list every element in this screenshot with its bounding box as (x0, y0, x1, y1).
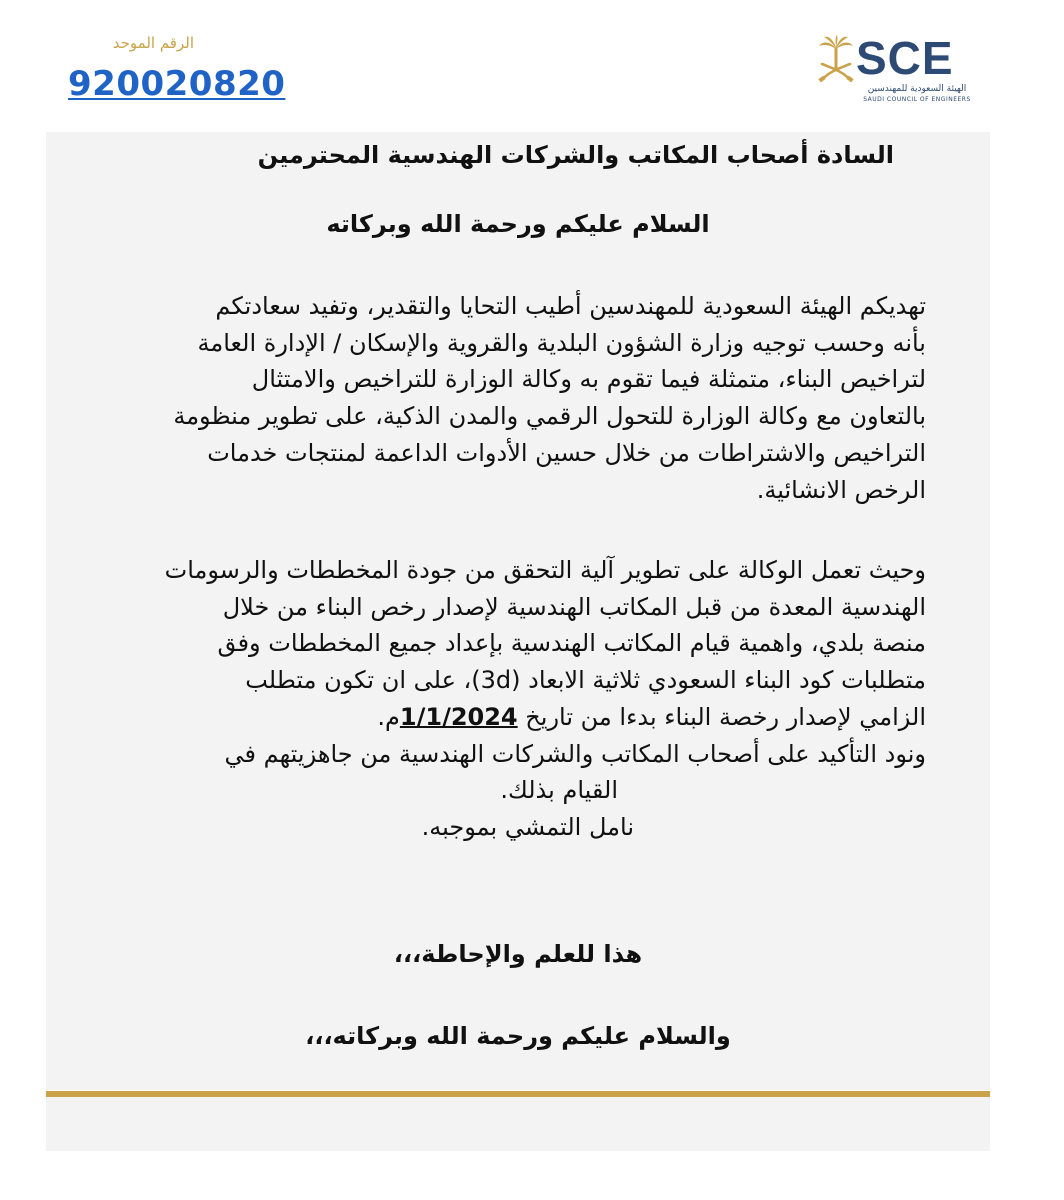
logo-wordmark: SCE (856, 32, 954, 84)
letter-footer (46, 1097, 990, 1151)
paragraph-line: ونود التأكيد على أصحاب المكاتب والشركات الهندسية من جاهزيتهم في (224, 739, 926, 768)
paragraph-line: القيام بذلك. (500, 776, 618, 805)
date-suffix: م. (377, 702, 400, 731)
paragraph-line: تهديكم الهيئة السعودية للمهندسين أطيب التحايا والتقدير، وتفيد سعادتكم (215, 292, 926, 320)
paragraph-line: الهندسية المعدة من قبل المكاتب الهندسية لإصدار رخص البناء من خلال (222, 592, 926, 621)
date-intro-text: الزامي لإصدار رخصة البناء بدءا من تاريخ (517, 702, 926, 731)
paragraph-line: منصة بلدي، واهمية قيام المكاتب الهندسية بإعداد جميع المخططات وفق (217, 629, 926, 658)
addressee-line: السادة أصحاب المكاتب والشركات الهندسية المحترمين (257, 141, 894, 169)
letter-page (46, 0, 990, 1200)
closing-greeting: والسلام عليكم ورحمة الله وبركاته،،، (305, 1022, 731, 1050)
closing-notice: هذا للعلم والإحاطة،،، (393, 940, 643, 968)
paragraph-line: التراخيص والاشتراطات من خلال حسين الأدوات الداعمة لمنتجات خدمات (207, 438, 926, 467)
paragraph-line: نامل التمشي بموجبه. (421, 812, 634, 841)
letter-header (46, 0, 990, 132)
hotline-label: الرقم الموحد (112, 34, 194, 52)
paragraph-line: متطلبات كود البناء السعودي ثلاثية الابعاد (3d)، على ان تكون متطلب (245, 666, 926, 695)
effective-date: 1/1/2024 (399, 702, 518, 731)
paragraph-line: بالتعاون مع وكالة الوزارة للتحول الرقمي والمدن الذكية، على تطوير منظومة (173, 402, 926, 431)
paragraph-line: وحيث تعمل الوكالة على تطوير آلية التحقق من جودة المخططات والرسومات (164, 556, 926, 584)
logo-arabic-name: الهيئة السعودية للمهندسين (867, 84, 967, 94)
logo-english-name: SAUDI COUNCIL OF ENGINEERS (863, 96, 971, 103)
paragraph-intro (66, 288, 926, 508)
greeting-line: السلام عليكم ورحمة الله وبركاته (326, 210, 710, 238)
paragraph-line: لتراخيص البناء، متمثلة فيما تقوم به وكالة الوزارة للتراخيص والامتثال (251, 365, 926, 394)
palm-swords-emblem-icon (816, 34, 856, 86)
paragraph-requirements (66, 552, 926, 846)
paragraph-line: الرخص الانشائية. (756, 475, 926, 504)
paragraph-line-date (66, 699, 926, 736)
sce-logo (816, 28, 976, 108)
paragraph-line: بأنه وحسب توجيه وزارة الشؤون البلدية والقروية والإسكان / الإدارة العامة (197, 328, 926, 357)
hotline-number-link[interactable]: 920020820 (68, 64, 286, 104)
